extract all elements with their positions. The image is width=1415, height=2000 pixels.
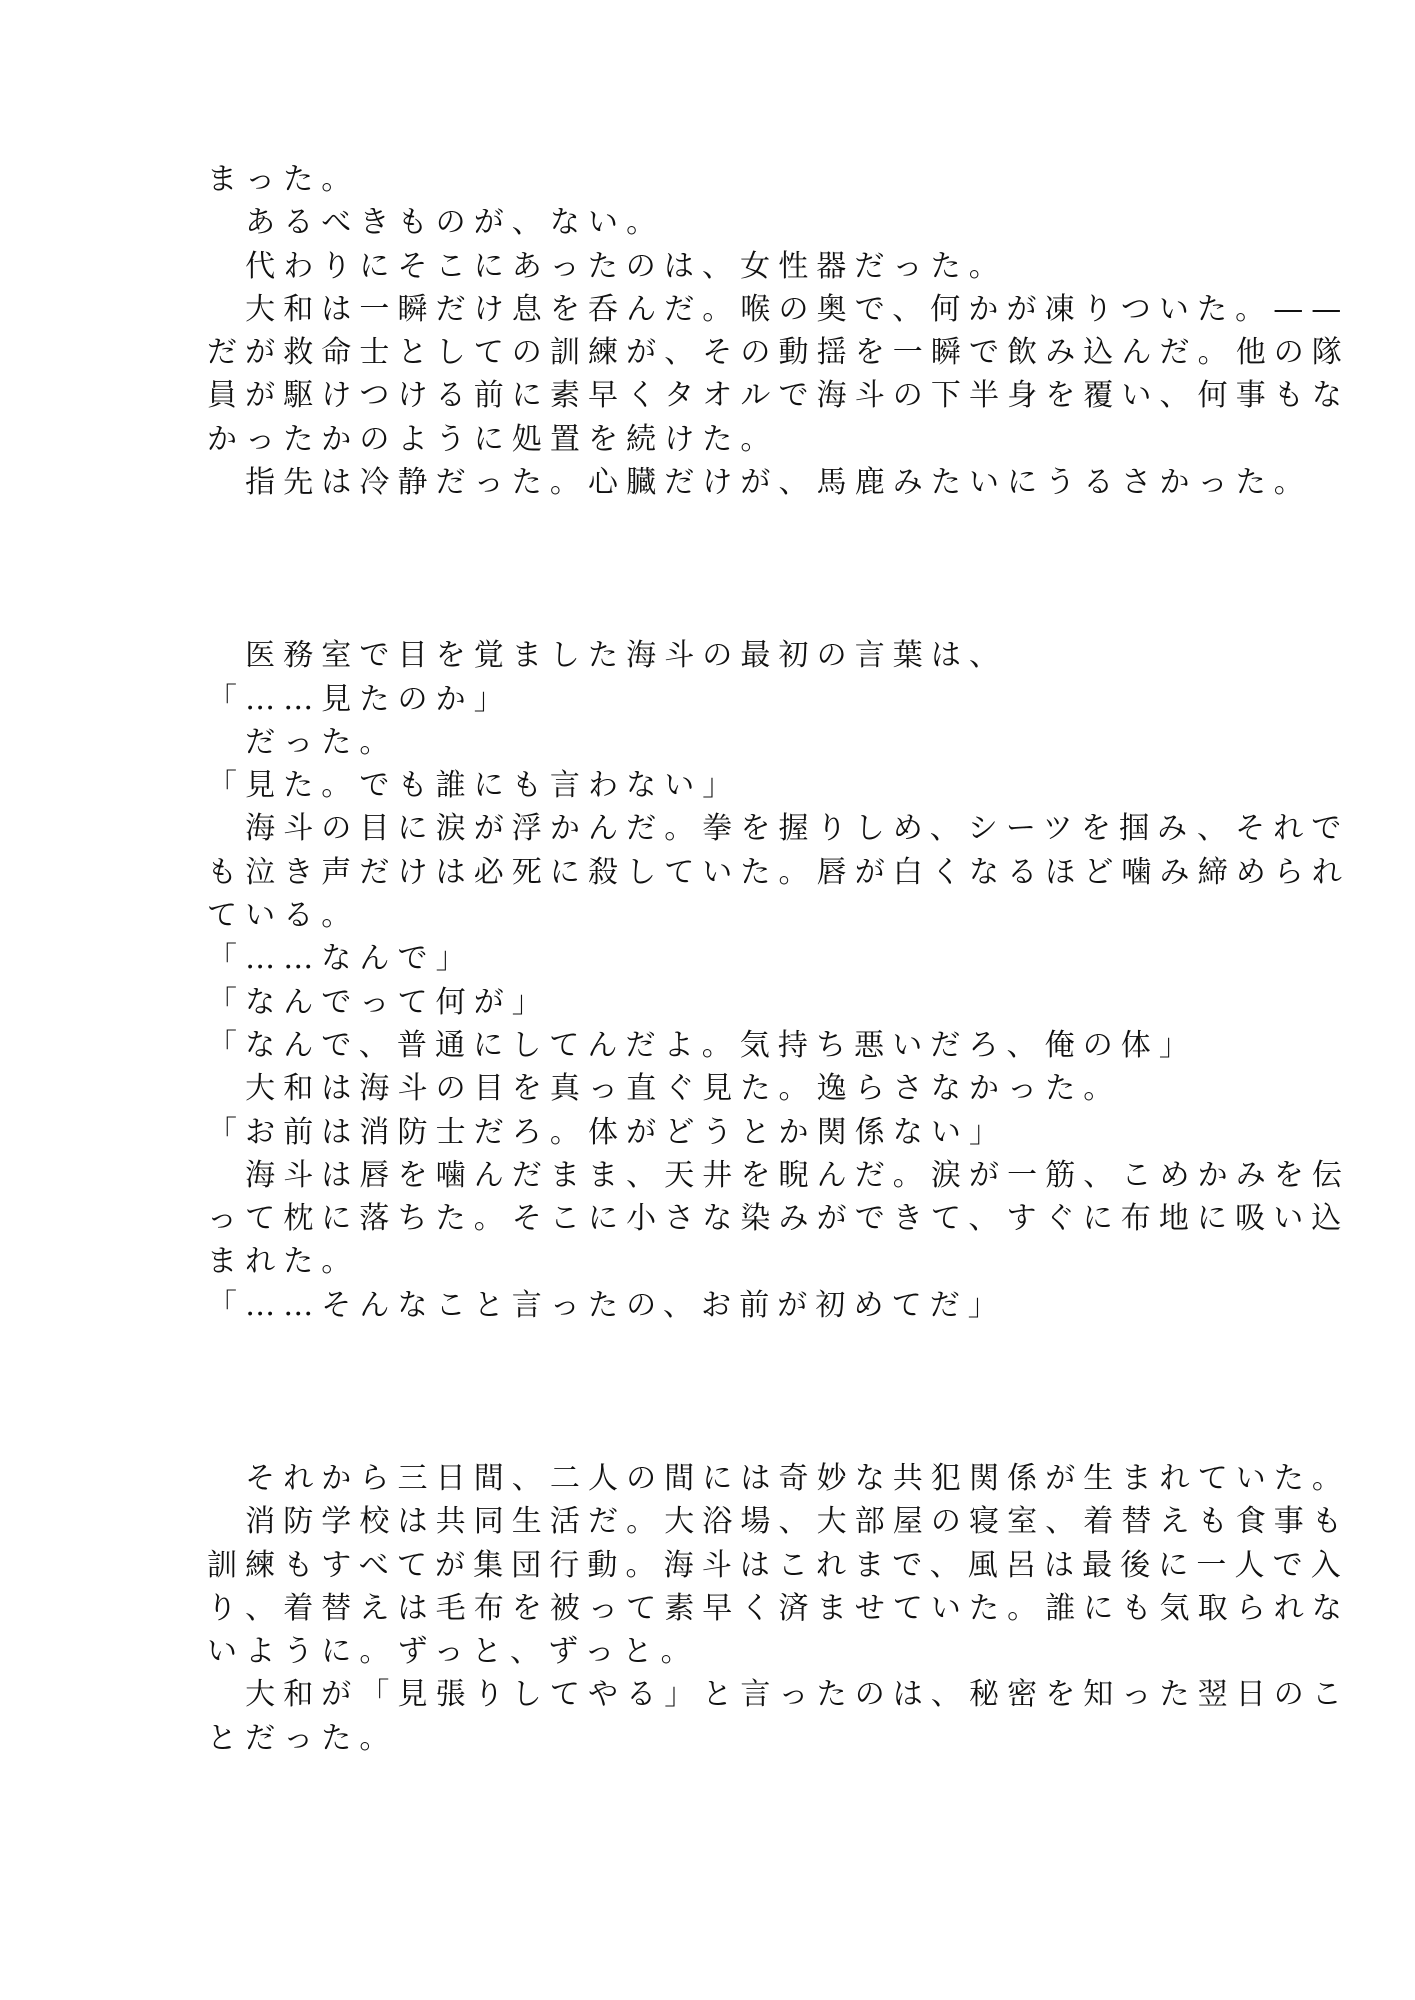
text-line: 海斗は唇を噛んだまま、天井を睨んだ。涙が一筋、こめかみを伝 <box>207 1157 1350 1193</box>
dialogue-line: 「……なんで」 <box>207 941 474 977</box>
dialogue-line: 「お前は消防士だろ。体がどうとか関係ない」 <box>207 1114 1008 1150</box>
text-line: 大和は海斗の目を真っ直ぐ見た。逸らさなかった。 <box>207 1071 1122 1107</box>
text-line: とだった。 <box>207 1720 398 1756</box>
scene-break-spacer <box>207 591 1167 634</box>
text-line: も泣き声だけは必死に殺していた。唇が白くなるほど噛み締められ <box>207 854 1350 890</box>
text-line: 海斗の目に涙が浮かんだ。拳を握りしめ、シーツを掴み、それで <box>207 811 1350 847</box>
text-line: 消防学校は共同生活だ。大浴場、大部屋の寝室、着替えも食事も <box>207 1504 1350 1540</box>
text-line: ている。 <box>207 898 360 934</box>
dialogue-line: 「なんで、普通にしてんだよ。気持ち悪いだろ、俺の体」 <box>207 1027 1197 1063</box>
scene-break-spacer <box>207 548 1167 591</box>
text-line: まれた。 <box>207 1244 360 1280</box>
scene-break-spacer <box>207 504 1167 547</box>
text-line: 医務室で目を覚ました海斗の最初の言葉は、 <box>207 638 1008 674</box>
text-line: だった。 <box>207 724 398 760</box>
text-line: それから三日間、二人の間には奇妙な共犯関係が生まれていた。 <box>207 1460 1350 1496</box>
document-page <box>207 158 1350 1760</box>
section-1 <box>207 158 1350 504</box>
dialogue-line: 「見た。でも誰にも言わない」 <box>207 768 741 804</box>
text-line: 指先は冷静だった。心臓だけが、馬鹿みたいにうるさかった。 <box>207 465 1312 501</box>
text-line: まった。 <box>207 162 360 197</box>
dialogue-line: 「……そんなこと言ったの、お前が初めてだ」 <box>207 1287 1006 1323</box>
text-line: 訓練もすべてが集団行動。海斗はこれまで、風呂は最後に一人で入 <box>207 1547 1349 1583</box>
section-2 <box>207 634 1350 1327</box>
dialogue-line: 「なんでって何が」 <box>207 984 550 1020</box>
text-line: いように。ずっと、ずっと。 <box>207 1634 699 1670</box>
text-line: だが救命士としての訓練が、その動揺を一瞬で飲み込んだ。他の隊 <box>207 335 1350 371</box>
text-line: あるべきものが、ない。 <box>207 205 665 241</box>
scene-break-spacer <box>207 1327 1167 1370</box>
dialogue-line: 「……見たのか」 <box>207 681 512 717</box>
text-line: って枕に落ちた。そこに小さな染みができて、すぐに布地に吸い込 <box>207 1201 1350 1237</box>
scene-break-spacer <box>207 1370 1167 1413</box>
text-line: 員が駆けつける前に素早くタオルで海斗の下半身を覆い、何事もな <box>207 378 1350 414</box>
text-line: かったかのように処置を続けた。 <box>207 421 779 457</box>
text-line: 代わりにそこにあったのは、女性器だった。 <box>207 248 1007 284</box>
scene-break-spacer <box>207 1414 1167 1457</box>
text-line: 大和は一瞬だけ息を呑んだ。喉の奥で、何かが凍りついた。—— <box>207 291 1350 327</box>
text-line: り、着替えは毛布を被って素早く済ませていた。誰にも気取られな <box>207 1590 1350 1626</box>
section-3 <box>207 1457 1350 1760</box>
text-line: 大和が「見張りしてやる」と言ったのは、秘密を知った翌日のこ <box>207 1677 1350 1713</box>
